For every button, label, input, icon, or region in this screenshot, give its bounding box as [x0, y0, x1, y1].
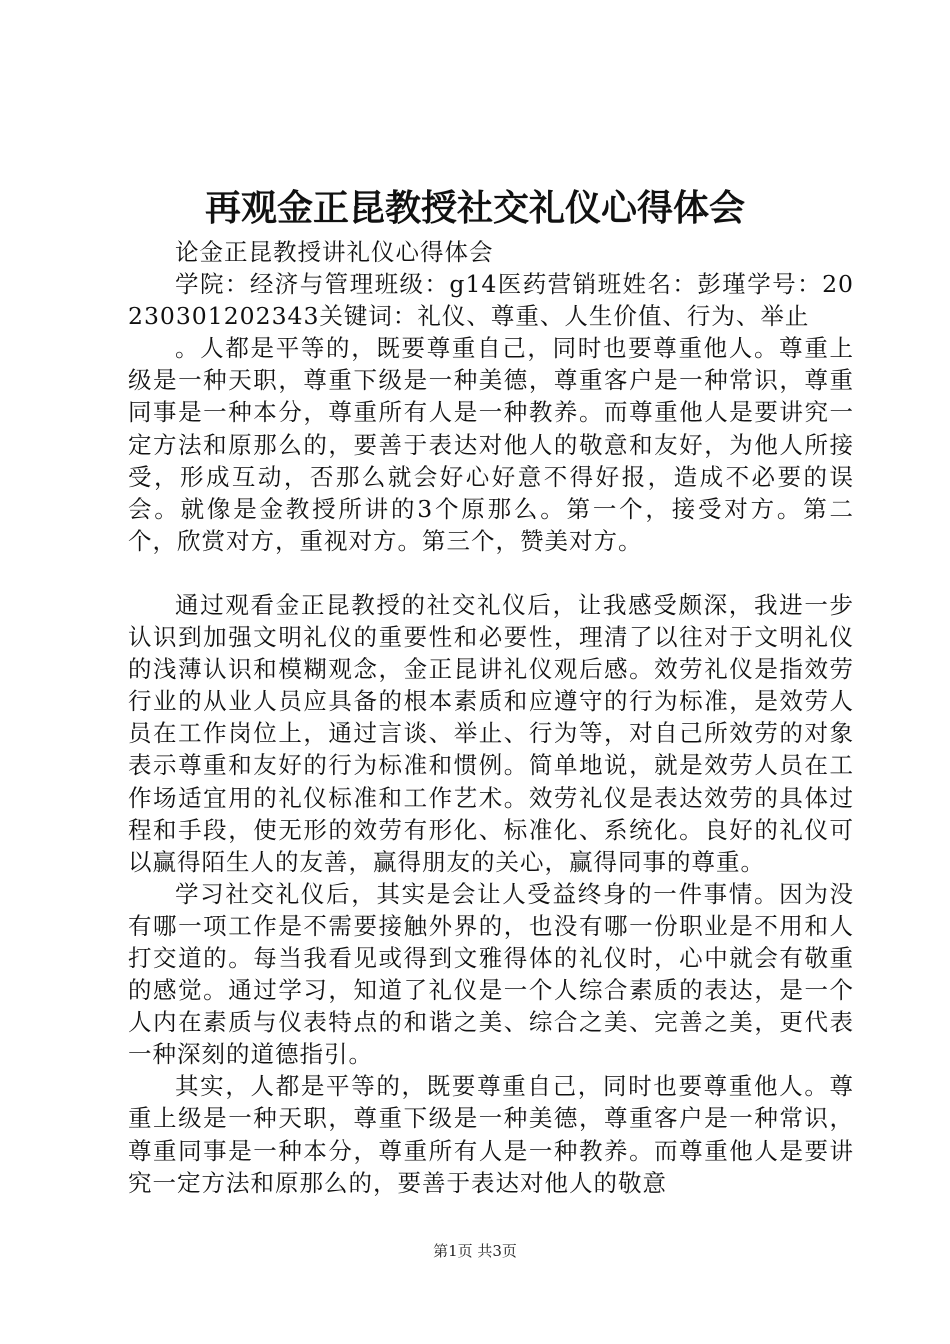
document-title: 再观金正昆教授社交礼仪心得体会	[204, 188, 745, 229]
paragraph-gap	[128, 557, 854, 589]
body-paragraph: 。人都是平等的，既要尊重自己，同时也要尊重他人。尊重上级是一种天职，尊重下级是一种美德，尊重客户是一种常识，尊重同事是一种本分，尊重所有人是一种教养。而尊重他人是要讲究一定方法和原那么的，要善于表达对他人的敬意和友好，为他人所接受，形成互动，否那么就会好心好意不得好报，造成不必要的误会。就像是金教授所讲的3个原那么。第一个，接受对方。第二个，欣赏对方，重视对方。第三个，赞美对方。	[128, 334, 854, 555]
body-paragraph: 学习社交礼仪后，其实是会让人受益终身的一件事情。因为没有哪一项工作是不需要接触外界的，也没有哪一份职业是不用和人打交道的。每当我看见或得到文雅得体的礼仪时，心中就会有敬重的感觉。通过学习，知道了礼仪是一个人综合素质的表达，是一个人内在素质与仪表特点的和谐之美、综合之美、完善之美，更代表一种深刻的道德指引。	[128, 879, 854, 1069]
subtitle-paragraph: 论金正昆教授讲礼仪心得体会	[175, 238, 494, 266]
body-paragraph: 通过观看金正昆教授的社交礼仪后，让我感受颇深，我进一步认识到加强文明礼仪的重要性和必要性，理清了以往对于文明礼仪的浅薄认识和模糊观念，金正昆讲礼仪观后感。效劳礼仪是指效劳行业的从业人员应具备的根本素质和应遵守的行为标准，是效劳人员在工作岗位上，通过言谈、举止、行为等，对自己所效劳的对象表示尊重和友好的行为标准和惯例。简单地说，就是效劳人员在工作场适宜用的礼仪标准和工作艺术。效劳礼仪是表达效劳的具体过程和手段，使无形的效劳有形化、标准化、系统化。良好的礼仪可以赢得陌生人的友善，赢得朋友的关心，赢得同事的尊重。	[128, 590, 854, 876]
document-body	[128, 236, 854, 1199]
author-info-paragraph: 学院：经济与管理班级：g14医药营销班姓名：彭瑾学号：20230301202343关键词：礼仪、尊重、人生价值、行为、举止	[128, 270, 854, 331]
body-paragraph: 其实，人都是平等的，既要尊重自己，同时也要尊重他人。尊重上级是一种天职，尊重下级是一种美德，尊重客户是一种常识，尊重同事是一种本分，尊重所有人是一种教养。而尊重他人是要讲究一定方法和原那么的，要善于表达对他人的敬意	[128, 1072, 854, 1197]
page-footer: 第1页 共3页	[433, 1242, 517, 1260]
